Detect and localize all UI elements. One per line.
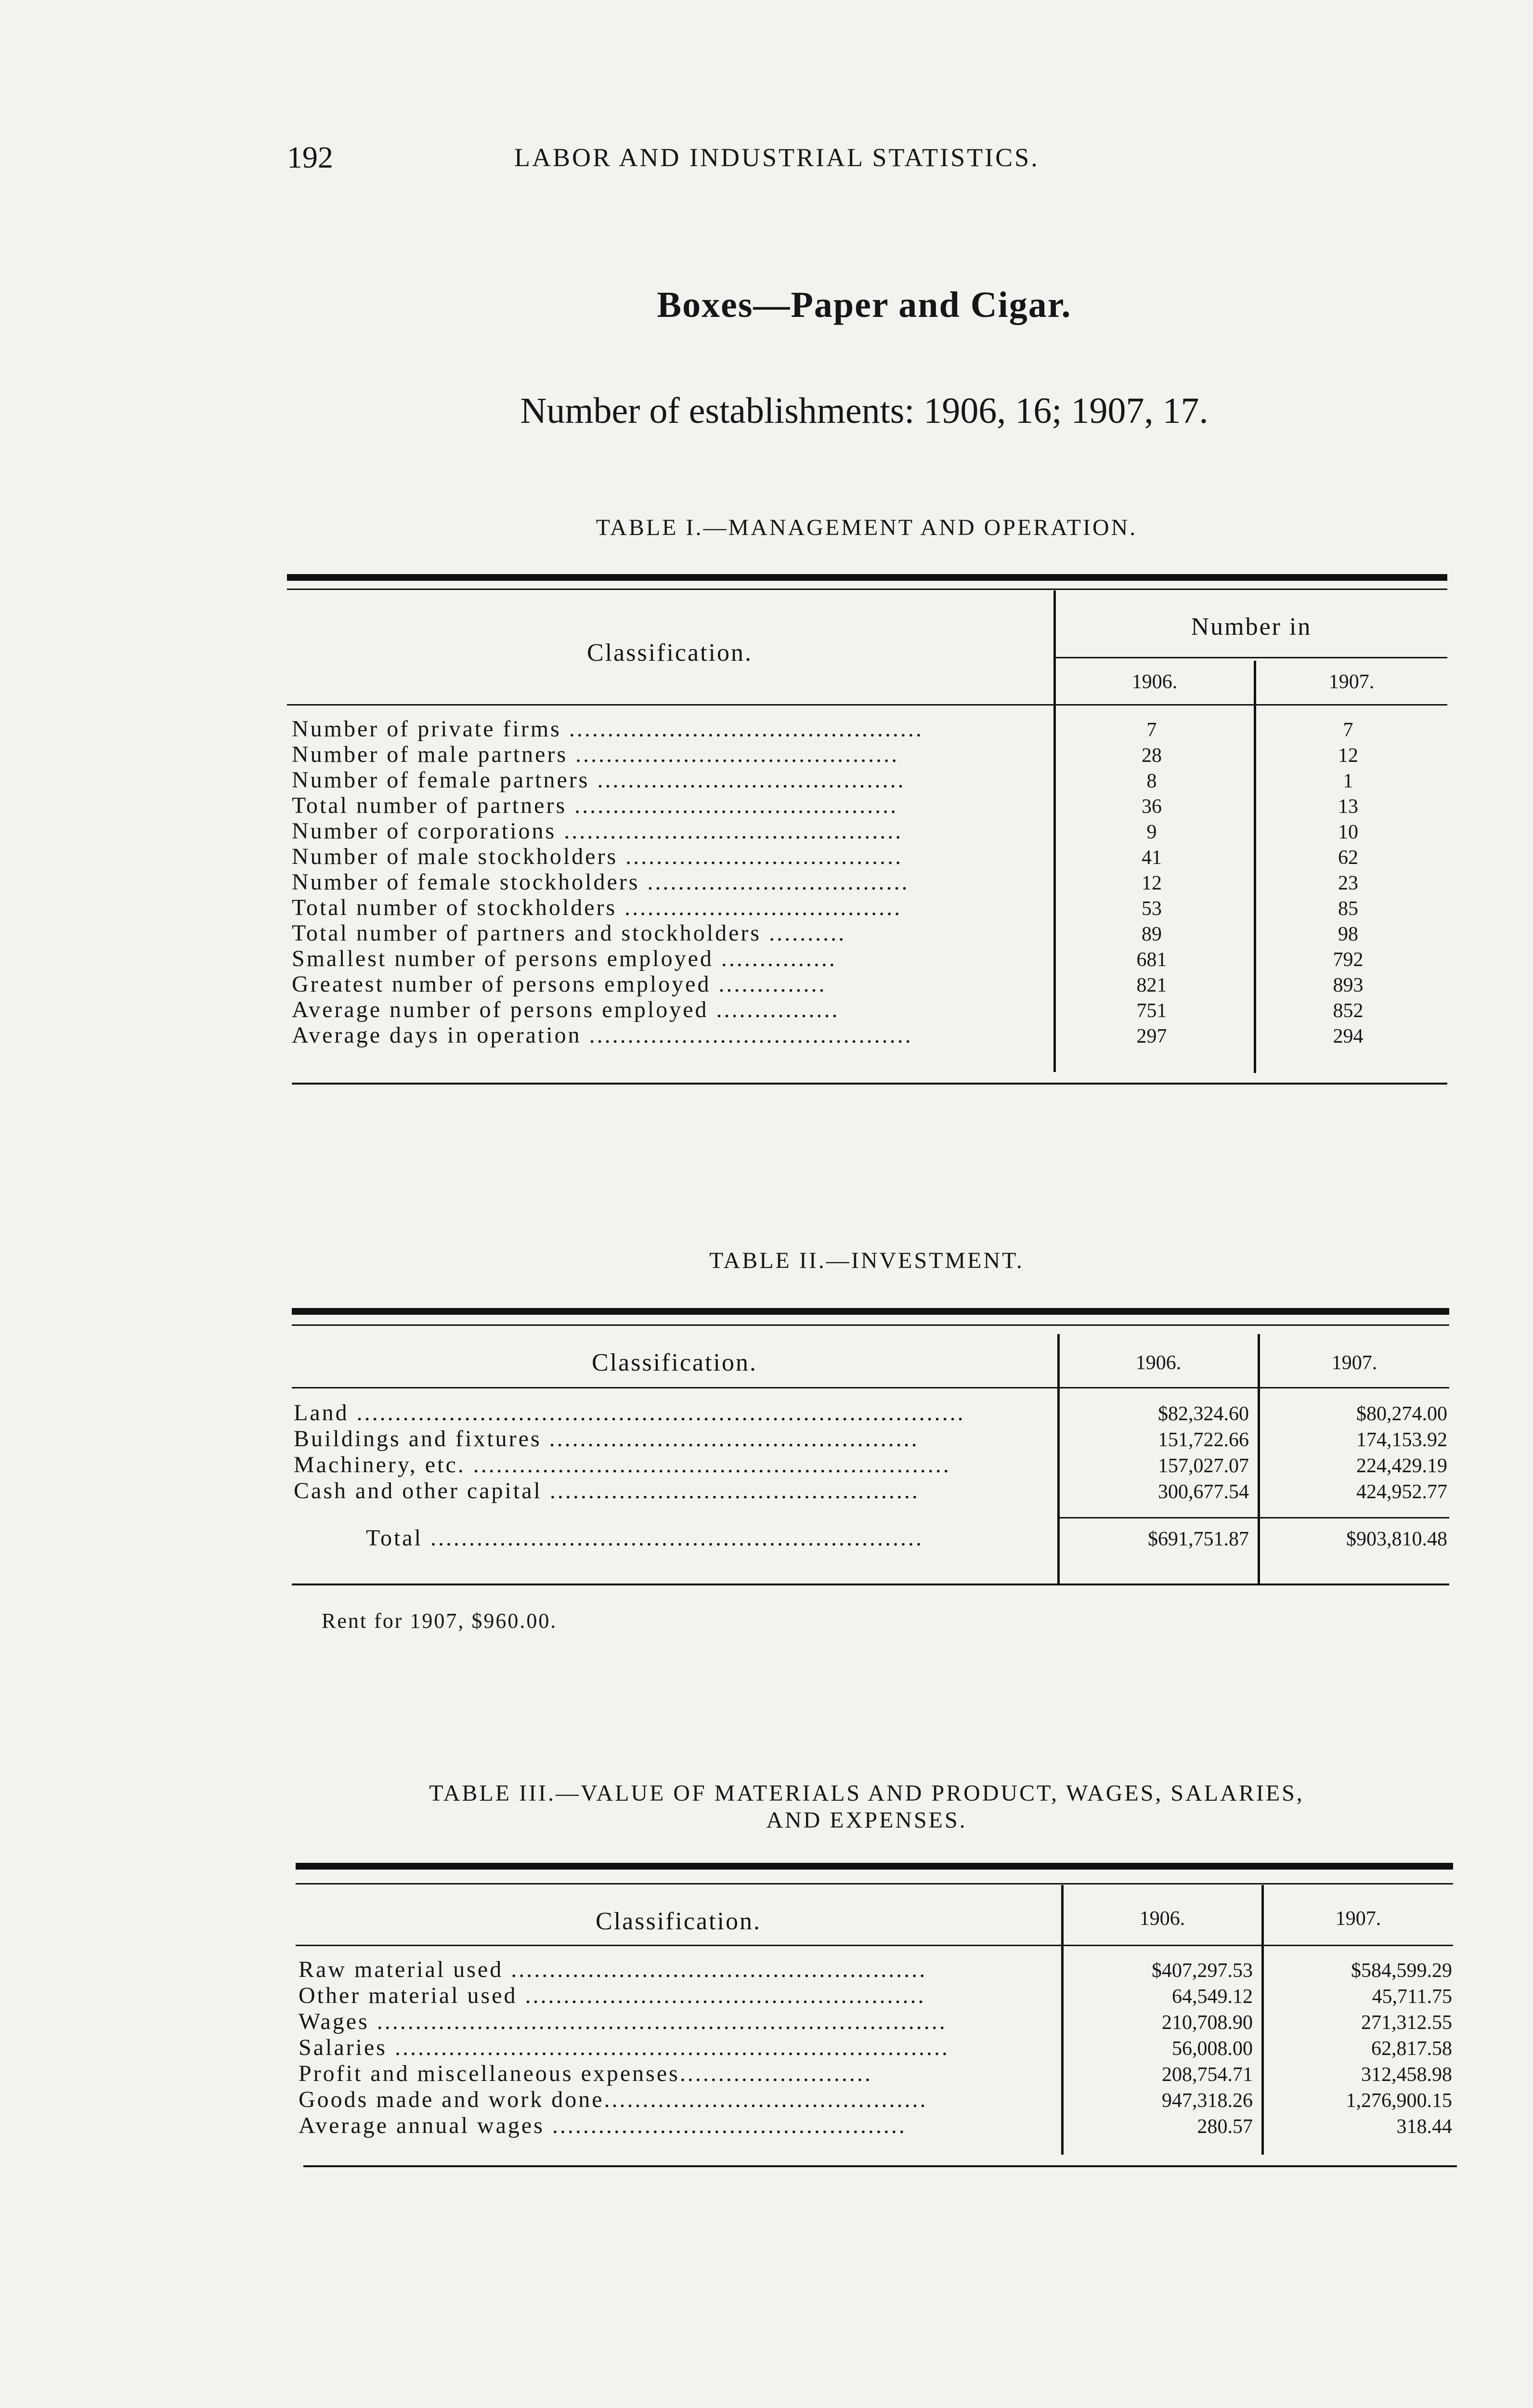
table3-row-label: Average annual wages .............................................. [299,2113,907,2138]
table1-year-1907: 1907. [1328,671,1375,693]
table1-row-label: Number of corporations ............................................ [292,818,903,844]
table1-row-1907: 1 [1343,770,1353,792]
running-title: LABOR AND INDUSTRIAL STATISTICS. [514,143,1039,172]
table2-row-1907: 224,429.19 [1356,1455,1447,1477]
table3-row-label: Goods made and work done.......................................... [299,2087,928,2112]
table1-row-1906: 28 [1142,745,1162,767]
table3-row-label: Profit and miscellaneous expenses......................... [299,2061,872,2086]
table1-row [292,818,1445,843]
table1-row-1906: 751 [1136,1000,1167,1022]
table3-bottom-rule [303,2165,1457,2167]
table1-top-rule-thin [287,589,1447,590]
table3-row [299,2086,1452,2112]
table3-row-1907: 312,458.98 [1361,2064,1452,2086]
table1-row-label: Number of male partners .......................................... [292,742,899,767]
table1-row-label: Number of female partners ........................................ [292,767,906,793]
table2-row-1906: $82,324.60 [1158,1403,1249,1425]
table1-row [292,894,1445,920]
table1-row-1906: 36 [1142,796,1162,818]
table1-row-label: Number of private firms .............................................. [292,716,923,742]
table3-row-1906: $407,297.53 [1152,1960,1253,1982]
table1-row [292,716,1445,741]
table1-row-label: Average days in operation .......................................... [292,1022,913,1048]
table3-row-1907: 318.44 [1396,2116,1452,2138]
table3-top-rule [296,1863,1453,1870]
table2-header-rule [292,1387,1449,1388]
table1-bottom-rule [292,1083,1447,1085]
table3-row-1906: 64,549.12 [1172,1986,1253,2008]
table1-row-1906: 41 [1142,847,1162,869]
table2-total-row [294,1525,1447,1551]
table3-classification-header: Classification. [596,1908,761,1935]
table2-row [294,1426,1447,1452]
table1-row-label: Smallest number of persons employed ............... [292,946,837,971]
table1-row [292,792,1445,818]
table1-row-1907: 792 [1333,949,1364,971]
table2-row-1907: 424,952.77 [1356,1481,1447,1503]
table1-row-1906: 9 [1146,821,1157,843]
table3-row-1907: 271,312.55 [1361,2012,1452,2034]
rent-note: Rent for 1907, $960.00. [322,1609,558,1633]
table1-row-label: Total number of partners and stockholders .......... [292,920,846,946]
table1-row-1907: 98 [1338,923,1358,945]
table3-body [299,1956,1452,2138]
table1-row-1907: 23 [1338,872,1358,894]
table2-row-label: Machinery, etc. .............................................................. [294,1452,951,1478]
table2-row-1907: 174,153.92 [1356,1429,1447,1451]
table3-caption-line1: TABLE III.—VALUE OF MATERIALS AND PRODUCT, WAGES, SALARIES, [429,1780,1304,1806]
table3-row-1906: 280.57 [1197,2116,1253,2138]
table3-row-1906: 210,708.90 [1162,2012,1253,2034]
table1-number-in-header: Number in [1191,613,1312,641]
table1-row [292,767,1445,792]
table3-row [299,2112,1452,2138]
table2-year-1906: 1906. [1135,1352,1182,1374]
page-number: 192 [287,140,333,174]
table1-row-label: Average number of persons employed ................ [292,997,840,1022]
table1-body [292,716,1445,1047]
table1-header-rule [287,704,1447,706]
table1-row-1906: 821 [1136,974,1167,996]
establishments-line: Number of establishments: 1906, 16; 1907, 17. [520,391,1208,431]
table1-row-1907: 12 [1338,745,1358,767]
table1-row-1906: 89 [1142,923,1162,945]
table1-caption: TABLE I.—MANAGEMENT AND OPERATION. [596,515,1138,540]
table3-row [299,2008,1452,2034]
table2-row [294,1400,1447,1426]
table1-top-rule [287,574,1447,581]
table2-row-1907: $80,274.00 [1356,1403,1447,1425]
table3-row-1907: 45,711.75 [1372,1986,1452,2008]
table2-row-label: Land ............................................................................... [294,1400,965,1426]
table1-row-label: Number of female stockholders .................................. [292,869,909,895]
table1-row-label: Total number of stockholders .................................... [292,895,902,920]
table2-caption: TABLE II.—INVESTMENT. [709,1248,1024,1273]
table3-row-1906: 208,754.71 [1162,2064,1253,2086]
table1-row-label: Number of male stockholders .................................... [292,844,903,869]
table3-row-1906: 947,318.26 [1162,2090,1253,2112]
table1-row [292,869,1445,894]
table3-row [299,1956,1452,1982]
table1-row [292,945,1445,971]
table2-classification-header: Classification. [592,1349,757,1376]
table1-year-1906: 1906. [1131,671,1178,693]
table3-row-1906: 56,008.00 [1172,2038,1253,2060]
table3-row [299,2034,1452,2060]
table1-row-1907: 7 [1343,719,1353,741]
table3-row-1907: 62,817.58 [1371,2038,1452,2060]
table3-row-label: Other material used .................................................... [299,1983,926,2008]
table1-row-1906: 8 [1146,770,1157,792]
table1-row-1907: 852 [1333,1000,1364,1022]
table1-row-1906: 12 [1142,872,1162,894]
table3-row-label: Salaries ........................................................................ [299,2035,949,2060]
table1-classification-header: Classification. [587,639,753,667]
table2-row-label: Buildings and fixtures ................................................ [294,1426,919,1452]
table3-top-rule-thin [296,1883,1453,1885]
table2-bottom-rule [292,1584,1449,1585]
table2-year-1907: 1907. [1331,1352,1377,1374]
table3-row-label: Raw material used ...................................................... [299,1957,927,1982]
table2-total-rule [1059,1517,1449,1518]
table1-row-label: Total number of partners .......................................... [292,793,898,818]
table1-row-1907: 62 [1338,847,1358,869]
section-title: Boxes—Paper and Cigar. [657,285,1072,325]
table1-row-1906: 297 [1136,1025,1167,1047]
table1-row-1906: 681 [1136,949,1167,971]
table3-row [299,1982,1452,2008]
table3-row-1907: $584,599.29 [1351,1960,1452,1982]
table2-row-1906: 157,027.07 [1158,1455,1249,1477]
table1-row-1907: 294 [1333,1025,1364,1047]
table1-row-label: Greatest number of persons employed .............. [292,971,827,997]
table2-row-1906: 151,722.66 [1158,1429,1249,1451]
table1-row [292,996,1445,1022]
table2-top-rule [292,1308,1449,1315]
table1-row-1907: 10 [1338,821,1358,843]
table1-number-in-rule [1055,657,1447,658]
table1-row-1907: 13 [1338,796,1358,818]
table1-row-1906: 7 [1146,719,1157,741]
table1-row [292,741,1445,767]
table2-total-1907: $903,810.48 [1346,1528,1447,1550]
table3-year-1906: 1906. [1139,1908,1185,1930]
table2-body [294,1400,1447,1504]
table1-row [292,971,1445,996]
table1-row [292,1022,1445,1047]
table3-row-1907: 1,276,900.15 [1346,2090,1452,2112]
table1-row-1906: 53 [1142,898,1162,920]
table3-caption-line2: AND EXPENSES. [766,1807,967,1833]
table1-row-1907: 85 [1338,898,1358,920]
table2-total-1906: $691,751.87 [1148,1528,1249,1550]
table3-year-1907: 1907. [1335,1908,1381,1930]
table3-row-label: Wages .......................................................................... [299,2009,947,2034]
table2-total-label: Total ................................................................ [366,1525,923,1551]
table3-header-rule [296,1945,1453,1946]
table2-top-rule-thin [292,1324,1449,1326]
table1-row [292,920,1445,945]
table3-row [299,2060,1452,2086]
table2-row [294,1452,1447,1478]
table2-row [294,1478,1447,1504]
table1-row-1907: 893 [1333,974,1364,996]
table1-row [292,843,1445,869]
table2-row-1906: 300,677.54 [1158,1481,1249,1503]
table2-row-label: Cash and other capital ................................................ [294,1478,920,1504]
